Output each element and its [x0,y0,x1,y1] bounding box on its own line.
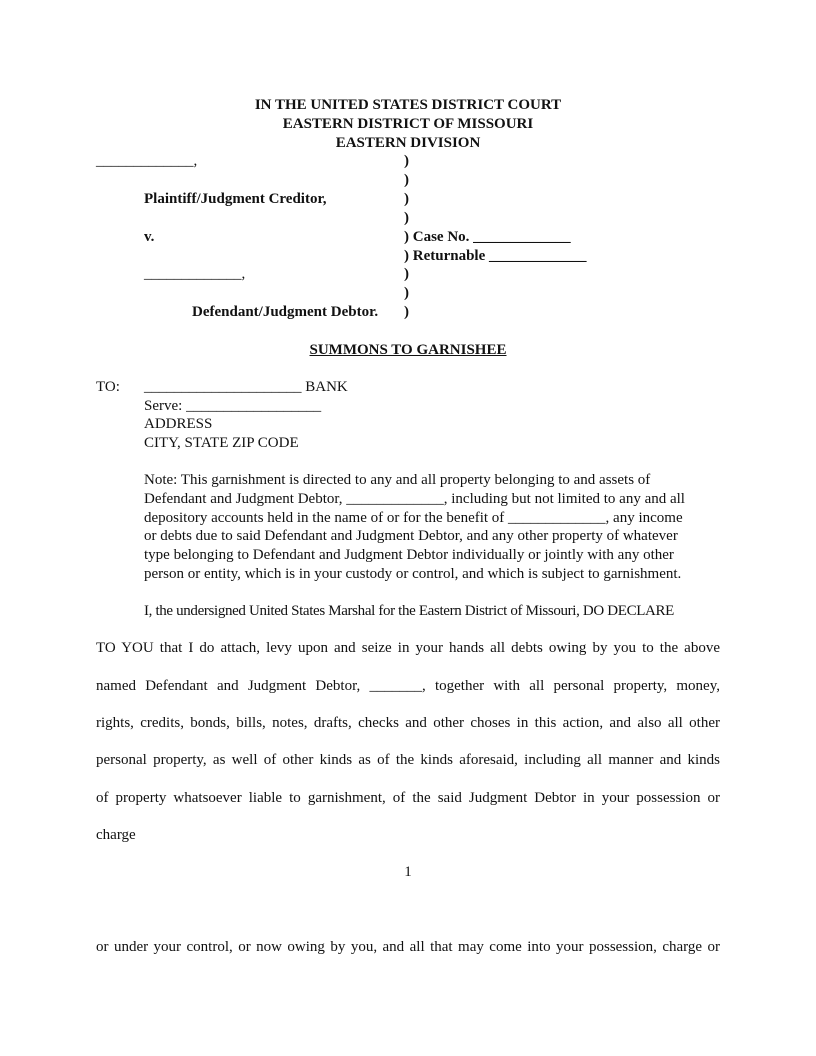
to-label: TO: [96,379,120,395]
caption-paren: ) [404,153,409,169]
serve-line: Serve: __________________ [144,398,322,414]
body-line: I, the undersigned United States Marshal for the Eastern District of Missouri, DO DECLARE [144,603,674,619]
body-line: personal property, as well of other kinds as of the kinds aforesaid, including all manner and kinds [96,752,720,768]
note-line: Note: This garnishment is directed to any and all property belonging to and assets of [144,472,651,488]
body-line: charge [96,827,136,843]
plaintiff-label: Plaintiff/Judgment Creditor, [144,191,327,207]
caption-paren: ) [404,172,409,188]
caption-paren: ) [404,210,409,226]
bank-name-line: _____________________ BANK [144,379,348,395]
address-line: ADDRESS [144,416,213,432]
city-state-zip-line: CITY, STATE ZIP CODE [144,435,299,451]
note-line: Defendant and Judgment Debtor, _____________, including but not limited to any and all [144,491,685,507]
body-line: named Defendant and Judgment Debtor, _______, together with all personal property, money, [96,678,720,694]
note-line: depository accounts held in the name of or for the benefit of _____________, any income [144,510,683,526]
plaintiff-name-blank: _____________, [96,153,198,169]
continuation-line: or under your control, or now owing by you, and all that may come into your possession, charge or [96,939,720,955]
caption-paren: ) [404,266,409,282]
court-district: EASTERN DISTRICT OF MISSOURI [282,116,534,132]
note-line: type belonging to Defendant and Judgment Debtor individually or jointly with any other [144,547,674,563]
returnable-line: ) Returnable _____________ [404,248,587,264]
court-division: EASTERN DIVISION [335,135,481,151]
versus-label: v. [144,229,155,245]
note-line: person or entity, which is in your custody or control, and which is subject to garnishment. [144,566,682,582]
body-line: TO YOU that I do attach, levy upon and seize in your hands all debts owing by you to the above [96,640,720,656]
body-line: of property whatsoever liable to garnishment, of the said Judgment Debtor in your possession or [96,790,720,806]
body-line: rights, credits, bonds, bills, notes, drafts, checks and other choses in this action, and also all other [96,715,720,731]
document-title: SUMMONS TO GARNISHEE [309,342,507,358]
caption-paren: ) [404,285,409,301]
caption-paren: ) [404,191,409,207]
defendant-name-blank: _____________, [144,266,246,282]
page-number: 1 [404,864,412,880]
defendant-label: Defendant/Judgment Debtor. [192,304,379,320]
case-number-line: ) Case No. _____________ [404,229,571,245]
court-name: IN THE UNITED STATES DISTRICT COURT [254,97,562,113]
caption-paren: ) [404,304,409,320]
note-line: or debts due to said Defendant and Judgment Debtor, and any other property of whatever [144,528,678,544]
